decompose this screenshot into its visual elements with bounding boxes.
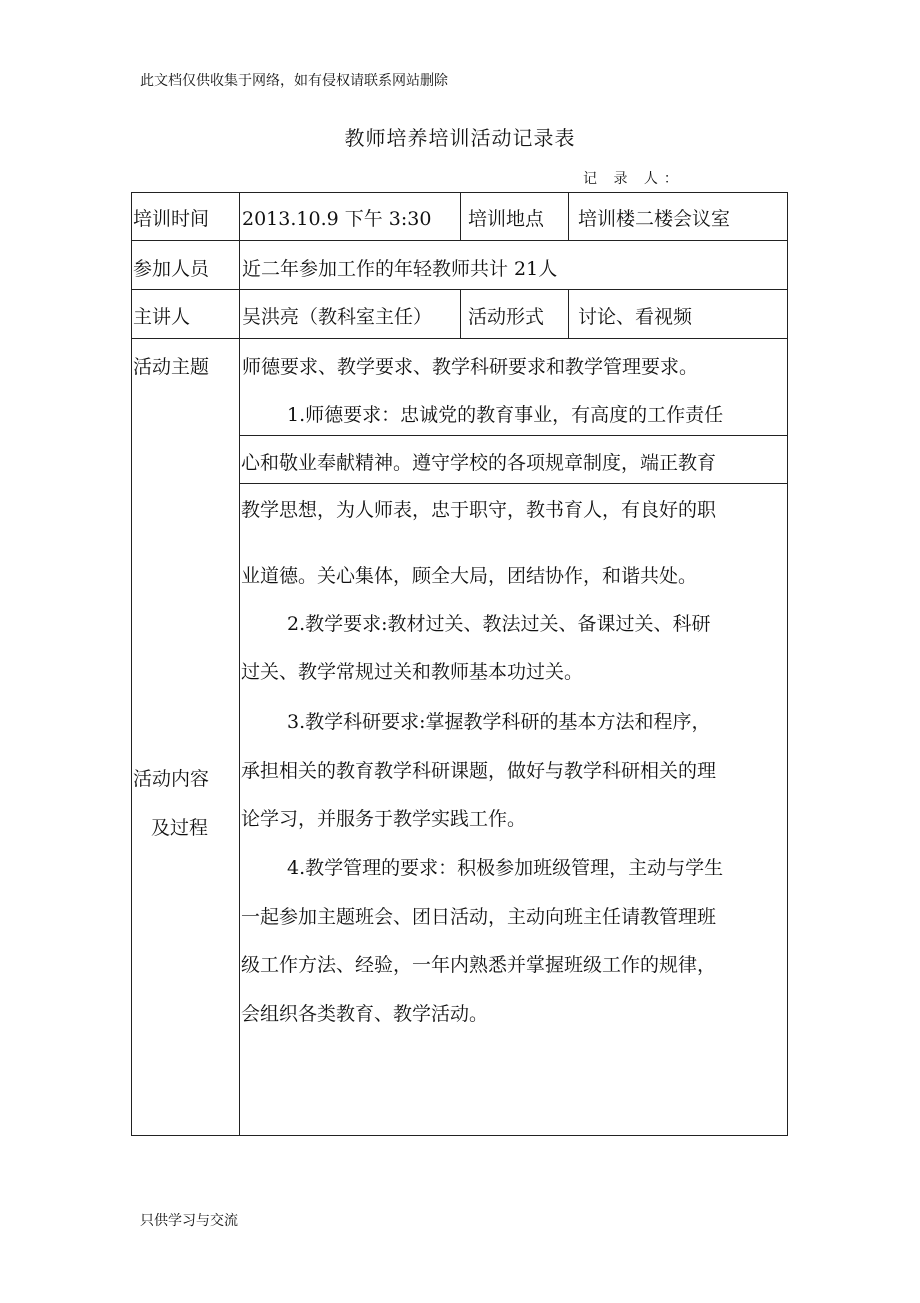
content-label: 活动内容	[133, 768, 210, 790]
row-divider	[131, 240, 788, 241]
place-label: 培训地点	[468, 208, 545, 230]
time-value: 2013.10.9 下午 3:30	[242, 208, 432, 230]
header-note: 此文档仅供收集于网络，如有侵权请联系网站删除	[140, 73, 448, 89]
speaker-label: 主讲人	[133, 306, 191, 328]
theme-label: 活动主题	[133, 356, 210, 378]
content-line: 业道德。关心集体，顾全大局，团结协作，和谐共处。	[241, 565, 698, 587]
theme-value: 师德要求、教学要求、教学科研要求和教学管理要求。	[242, 356, 699, 378]
footer-note: 只供学习与交流	[140, 1213, 238, 1229]
content-line: 1.师德要求：忠诚党的教育事业，有高度的工作责任	[287, 404, 724, 426]
content-rule	[240, 435, 788, 436]
content-line: 3.教学科研要求:掌握教学科研的基本方法和程序，	[287, 711, 711, 733]
column-divider	[460, 192, 461, 240]
form-label: 活动形式	[468, 306, 545, 328]
content-line: 4.教学管理的要求：积极参加班级管理，主动与学生	[287, 857, 724, 879]
content-label-cont: 及过程	[151, 817, 209, 839]
document-title: 教师培养培训活动记录表	[344, 126, 576, 150]
speaker-value: 吴洪亮（教科室主任）	[242, 306, 433, 328]
participants-value: 近二年参加工作的年轻教师共计 21人	[242, 258, 558, 280]
time-label: 培训时间	[133, 208, 210, 230]
content-line: 承担相关的教育教学科研课题，做好与教学科研相关的理	[241, 760, 717, 782]
content-line: 会组织各类教育、教学活动。	[241, 1003, 489, 1025]
column-divider	[239, 192, 240, 1136]
content-line: 一起参加主题班会、团日活动，主动向班主任请教管理班	[241, 906, 717, 928]
row-divider	[131, 338, 788, 339]
content-line: 过关、教学常规过关和教师基本功过关。	[241, 661, 584, 683]
content-line: 心和敬业奉献精神。遵守学校的各项规章制度，端正教育	[241, 452, 717, 474]
recorder-label: 记 录 人：	[583, 171, 684, 187]
participants-label: 参加人员	[133, 258, 210, 280]
column-divider	[460, 289, 461, 338]
column-divider	[568, 289, 569, 338]
column-divider	[568, 192, 569, 240]
content-rule	[240, 483, 788, 484]
content-line: 级工作方法、经验，一年内熟悉并掌握班级工作的规律，	[241, 954, 717, 976]
content-line: 2.教学要求:教材过关、教法过关、备课过关、科研	[287, 613, 711, 635]
place-value: 培训楼二楼会议室	[578, 208, 731, 230]
content-line: 教学思想，为人师表，忠于职守，教书育人，有良好的职	[241, 499, 717, 521]
form-value: 讨论、看视频	[578, 306, 693, 328]
content-line: 论学习，并服务于教学实践工作。	[241, 808, 527, 830]
